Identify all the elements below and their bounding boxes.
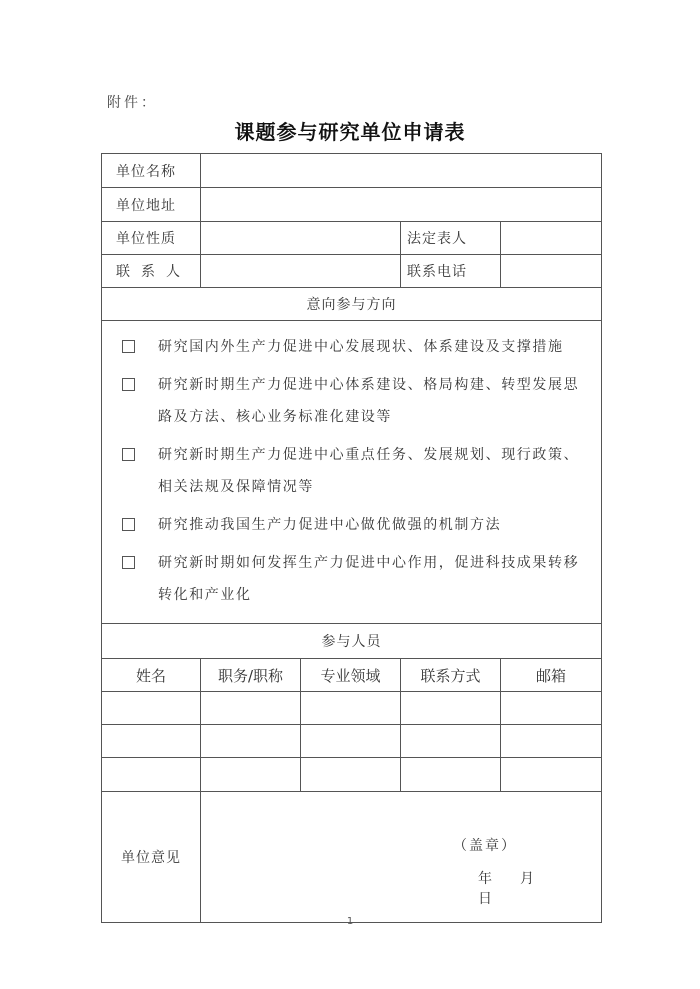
participant-contact-cell[interactable] [401, 758, 501, 792]
direction-option[interactable] [122, 331, 589, 363]
direction-option[interactable] [122, 509, 589, 541]
column-header-name: 姓名 [102, 659, 201, 692]
direction-heading: 意向参与方向 [102, 288, 602, 321]
participant-email-cell[interactable] [501, 692, 602, 725]
participant-contact-cell[interactable] [401, 692, 501, 725]
application-form [101, 153, 602, 923]
unit-name-row [102, 154, 602, 188]
opinion-field[interactable] [201, 792, 602, 923]
day-label: 日 [478, 891, 492, 907]
direction-options [102, 321, 602, 624]
participant-row [102, 725, 602, 758]
checkbox[interactable] [122, 448, 135, 461]
unit-address-label: 单位地址 [102, 188, 201, 222]
column-header-title: 职务/职称 [201, 659, 301, 692]
participant-row [102, 692, 602, 725]
phone-label: 联系电话 [401, 255, 501, 288]
direction-option-text: 研究新时期生产力促进中心体系建设、格局构建、转型发展思路及方法、核心业务标准化建设等 [158, 377, 580, 425]
participant-name-cell[interactable] [102, 758, 201, 792]
contact-row [102, 255, 602, 288]
checkbox[interactable] [122, 340, 135, 353]
direction-option[interactable] [122, 439, 589, 503]
participant-title-cell[interactable] [201, 758, 301, 792]
unit-type-label: 单位性质 [102, 222, 201, 255]
year-label: 年 [478, 871, 492, 887]
column-header-field: 专业领域 [301, 659, 401, 692]
phone-field[interactable] [501, 255, 602, 288]
direction-option[interactable] [122, 369, 589, 433]
direction-heading-row [102, 288, 602, 321]
participant-title-cell[interactable] [201, 725, 301, 758]
participant-name-cell[interactable] [102, 725, 201, 758]
opinion-row [102, 792, 602, 923]
participant-title-cell[interactable] [201, 692, 301, 725]
direction-option-text: 研究新时期生产力促进中心重点任务、发展规划、现行政策、相关法规及保障情况等 [158, 447, 580, 495]
column-header-email: 邮箱 [501, 659, 602, 692]
unit-name-field[interactable] [201, 154, 602, 188]
unit-type-field[interactable] [201, 222, 401, 255]
participant-email-cell[interactable] [501, 725, 602, 758]
contact-label: 联系人 [102, 255, 201, 288]
legal-rep-field[interactable] [501, 222, 602, 255]
attachment-label: 附件： [107, 95, 158, 111]
direction-options-row [102, 321, 602, 624]
page-number: 1 [346, 916, 354, 927]
participants-heading-row [102, 624, 602, 659]
participants-heading: 参与人员 [102, 624, 602, 659]
checkbox[interactable] [122, 378, 135, 391]
direction-option-text: 研究推动我国生产力促进中心做优做强的机制方法 [158, 517, 502, 533]
unit-type-row [102, 222, 602, 255]
participants-header-row [102, 659, 602, 692]
direction-option-text: 研究国内外生产力促进中心发展现状、体系建设及支撑措施 [158, 339, 564, 355]
seal-text: （盖章） [453, 838, 517, 854]
participant-field-cell[interactable] [301, 692, 401, 725]
form-title: 课题参与研究单位申请表 [234, 120, 466, 144]
participant-contact-cell[interactable] [401, 725, 501, 758]
direction-option-text: 研究新时期如何发挥生产力促进中心作用，促进科技成果转移转化和产业化 [158, 555, 580, 603]
unit-address-field[interactable] [201, 188, 602, 222]
participant-row [102, 758, 602, 792]
opinion-label: 单位意见 [102, 792, 201, 923]
checkbox[interactable] [122, 556, 135, 569]
participant-field-cell[interactable] [301, 758, 401, 792]
participant-name-cell[interactable] [102, 692, 201, 725]
participant-email-cell[interactable] [501, 758, 602, 792]
date-line [478, 868, 601, 908]
legal-rep-label: 法定表人 [401, 222, 501, 255]
unit-name-label: 单位名称 [102, 154, 201, 188]
participant-field-cell[interactable] [301, 725, 401, 758]
unit-address-row [102, 188, 602, 222]
column-header-contact: 联系方式 [401, 659, 501, 692]
contact-field[interactable] [201, 255, 401, 288]
checkbox[interactable] [122, 518, 135, 531]
direction-option[interactable] [122, 547, 589, 611]
month-label: 月 [520, 871, 534, 887]
